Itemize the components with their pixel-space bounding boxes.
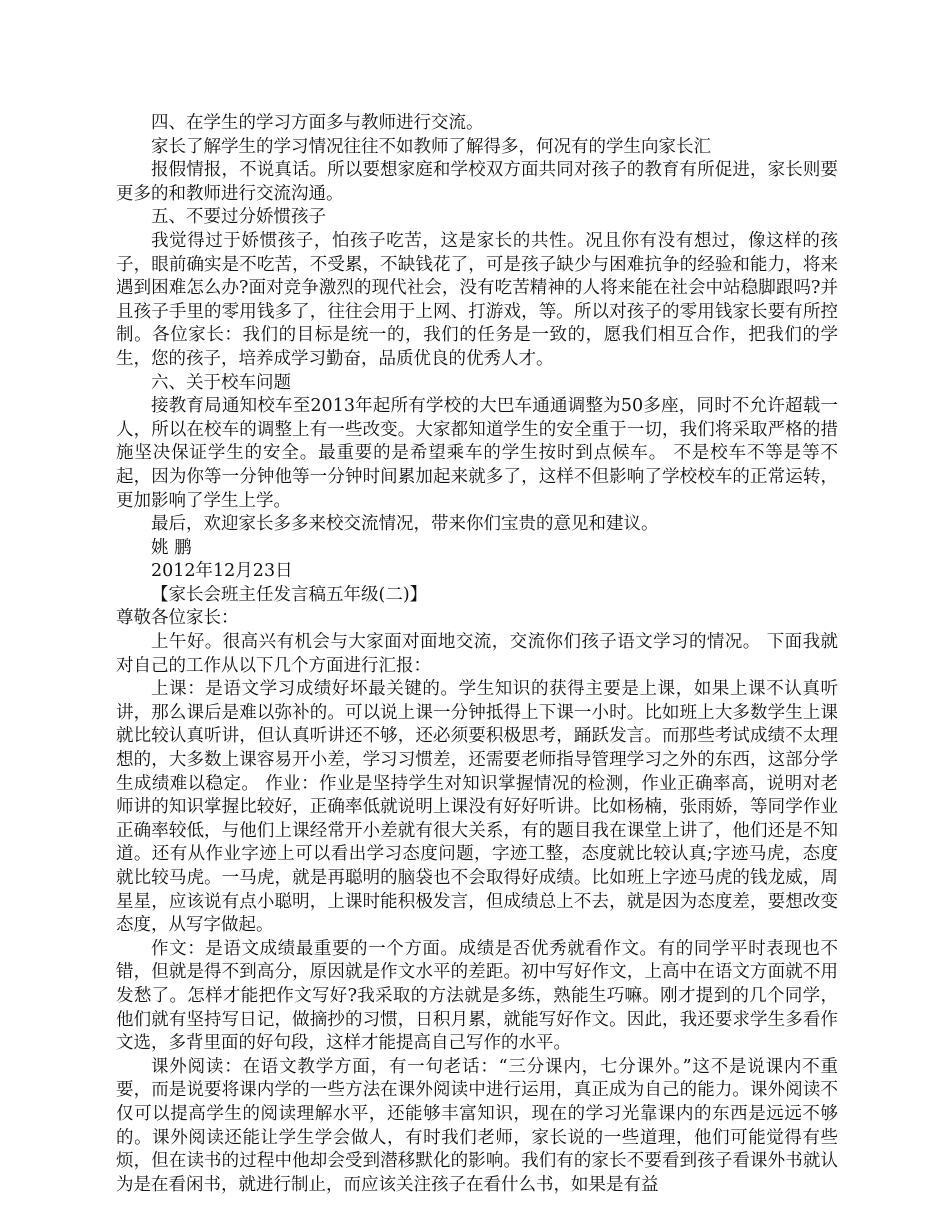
section-heading-6: 六、关于校车问题 [151,372,291,393]
document-title: 【家长会班主任发言稿五年级(二)】 [151,584,428,605]
salutation: 尊敬各位家长： [116,608,239,629]
author-name: 姚 鹏 [151,537,192,558]
paragraph: 我觉得过于娇惯孩子，怕孩子吃苦，这是家长的共性。况且你有没有想过，像这样的孩子，眼前确实是不吃苦，不受累，不缺钱花了，可是孩子缺少与困难抗争的经验和能力，将来遇到困难怎么办?面对竞争激烈的现代社会，没有吃苦精神的人将来能在社会中站稳脚跟吗?并且孩子手里的零用钱多了，往往会用于上网、打游戏，等。所以对孩子的零用钱家长要有所控制。各位家长：我们的目标是统一的，我们的任务是一致的，愿我们相互合作，把我们的学生，您的孩子，培养成学习勤奋，品质优良的优秀人才。 [116,230,838,369]
document-page [116,112,838,1197]
paragraph: 作文：是语文成绩最重要的一个方面。成绩是否优秀就看作文。有的同学平时表现也不错，但就是得不到高分，原因就是作文水平的差距。初中写好作文，上高中在语文方面就不用发愁了。怎样才能把作文写好?我采取的方法就是多练，熟能生巧嘛。刚才提到的几个同学，他们就有坚持写日记，做摘抄的习惯，日积月累，就能写好作文。因此，我还要求学生多看作文选，多背里面的好句段，这样才能提高自己写作的水平。 [116,938,838,1054]
paragraph: 报假情报，不说真话。所以要想家庭和学校双方面共同对孩子的教育有所促进，家长则要更多的和教师进行交流沟通。 [116,160,838,204]
paragraph: 家长了解学生的学习情况往往不如教师了解得多，何况有的学生向家长汇 [151,136,711,157]
section-heading-5: 五、不要过分娇惯孩子 [151,207,326,228]
closing-paragraph: 最后，欢迎家长多多来校交流情况，带来你们宝贵的意见和建议。 [151,514,659,535]
date: 2012年12月23日 [151,561,293,582]
section-heading-4: 四、在学生的学习方面多与教师进行交流。 [151,113,484,133]
paragraph: 课外阅读：在语文教学方面，有一句老话：“三分课内，七分课外。”这不是说课内不重要，而是说要将课内学的一些方法在课外阅读中进行运用，真正成为自己的能力。课外阅读不仅可以提高学生的阅读理解水平，还能够丰富知识，现在的学习光靠课内的东西是远远不够的。课外阅读还能让学生学会做人，有时我们老师，家长说的一些道理，他们可能觉得有些烦，但在读书的过程中他却会受到潜移默化的影响。我们有的家长不要看到孩子看课外书就认为是在看闲书，就进行制止，而应该关注孩子在看什么书，如果是有益 [116,1056,838,1195]
paragraph: 接教育局通知校车至2013年起所有学校的大巴车通通调整为50多座，同时不允许超载一人，所以在校车的调整上有一些改变。大家都知道学生的安全重于一切，我们将采取严格的措施坚决保证学生的安全。最重要的是希望乘车的学生按时到点候车。 不是校车不等是等不起，因为你等一分钟他等一分钟时间累加起来就多了，这样不但影响了学校校车的正常运转，更加影响了学生上学。 [116,396,838,511]
paragraph: 上课：是语文学习成绩好坏最关键的。学生知识的获得主要是上课，如果上课不认真听讲，那么课后是难以弥补的。可以说上课一分钟抵得上下课一小时。比如班上大多数学生上课就比较认真听讲，但认真听讲还不够，还必须要积极思考，踊跃发言。而那些考试成绩不太理想的，大多数上课容易开小差，学习习惯差，还需要老师指导管理学习之外的东西，这部分学生成绩难以稳定。 作业：作业是坚持学生对知识掌握情况的检测，作业正确率高，说明对老师讲的知识掌握比较好，正确率低就说明上课没有好好听讲。比如杨楠，张雨娇，等同学作业正确率较低，与他们上课经常开小差就有很大关系，有的题目我在课堂上讲了，他们还是不知道。还有从作业字迹上可以看出学习态度问题，字迹工整，态度就比较认真;字迹马虎，态度就比较马虎。一马虎，就是再聪明的脑袋也不会取得好成绩。比如班上字迹马虎的钱龙威，周星星，应该说有点小聪明，上课时能积极发言，但成绩总上不去，就是因为态度差，要想改变态度，从写字做起。 [116,679,838,936]
paragraph: 上午好。很高兴有机会与大家面对面地交流，交流你们孩子语文学习的情况。 下面我就对自己的工作从以下几个方面进行汇报： [116,632,838,676]
